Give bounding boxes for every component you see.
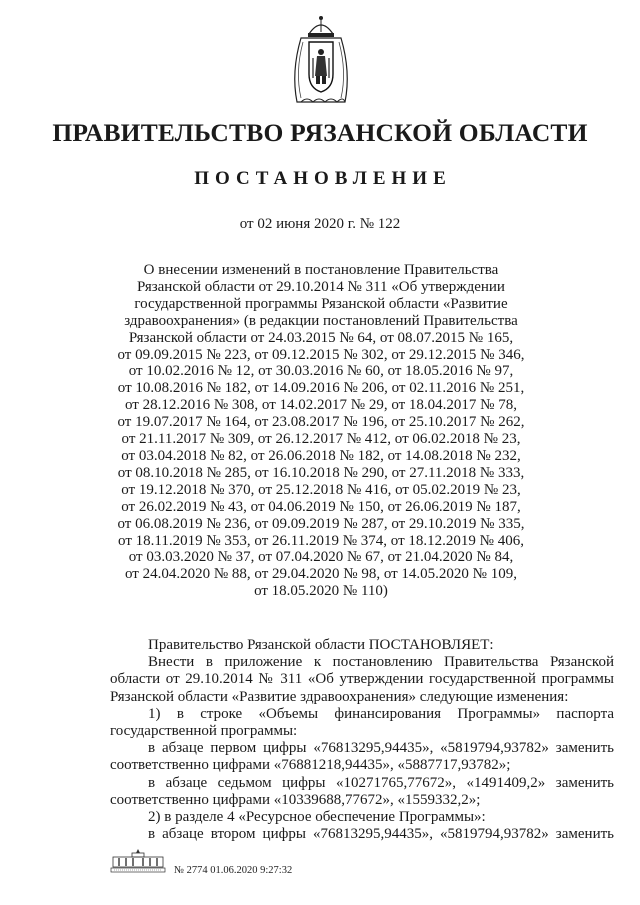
building-stamp-icon bbox=[110, 848, 166, 874]
body-line: Правительство Рязанской области ПОСТАНОВЛЯЕТ: bbox=[148, 637, 494, 653]
subject-line: Рязанской области от 24.03.2015 № 64, от 08.07.2015 № 165, bbox=[128, 329, 514, 346]
body-line: соответственно цифрами «10339688,77672», «1559332,2»; bbox=[110, 791, 481, 808]
body-line: в абзаце втором цифры «76813295,94435», «5819794,93782» заменить bbox=[148, 826, 614, 843]
subject-line: от 10.08.2016 № 182, от 14.09.2016 № 206, от 02.11.2016 № 251, bbox=[117, 380, 525, 397]
document-type: ПОСТАНОВЛЕНИЕ bbox=[194, 168, 452, 189]
subject-line: от 10.02.2016 № 12, от 30.03.2016 № 60, от 18.05.2016 № 97, bbox=[128, 363, 514, 380]
subject-line: от 19.12.2018 № 370, от 25.12.2018 № 416, от 05.02.2019 № 23, bbox=[121, 481, 521, 498]
subject-line: Рязанской области от 29.10.2014 № 311 «Об утверждении bbox=[137, 278, 505, 295]
document-body bbox=[110, 637, 614, 843]
document-subject bbox=[90, 262, 552, 600]
subject-line: от 03.04.2018 № 82, от 26.06.2018 № 182, от 14.08.2018 № 232, bbox=[121, 447, 521, 464]
subject-line: от 19.07.2017 № 164, от 23.08.2017 № 196, от 25.10.2017 № 262, bbox=[117, 414, 525, 431]
subject-line: от 03.03.2020 № 37, от 07.04.2020 № 67, от 21.04.2020 № 84, bbox=[128, 549, 514, 566]
subject-line: здравоохранения» (в редакции постановлений Правительства bbox=[124, 312, 518, 329]
body-line: в абзаце первом цифры «76813295,94435», «5819794,93782» заменить bbox=[148, 740, 614, 757]
subject-line: от 21.11.2017 № 309, от 26.12.2017 № 412, от 06.02.2018 № 23, bbox=[121, 431, 521, 448]
document-date-number: от 02 июня 2020 г. № 122 bbox=[239, 216, 401, 232]
subject-line: от 28.12.2016 № 308, от 14.02.2017 № 29, от 18.04.2017 № 78, bbox=[124, 397, 517, 414]
coat-of-arms-emblem bbox=[287, 12, 355, 108]
organization-title: ПРАВИТЕЛЬСТВО РЯЗАНСКОЙ ОБЛАСТИ bbox=[52, 118, 588, 147]
body-line: государственной программы: bbox=[110, 723, 298, 740]
body-line: 1) в строке «Объемы финансирования Программы» паспорта bbox=[148, 705, 614, 722]
body-line: соответственно цифрами «76881218,94435», «5887717,93782»; bbox=[110, 757, 511, 774]
subject-line: от 26.02.2019 № 43, от 04.06.2019 № 150, от 26.06.2019 № 187, bbox=[121, 498, 521, 515]
subject-line: от 08.10.2018 № 285, от 16.10.2018 № 290, от 27.11.2018 № 333, bbox=[117, 464, 525, 481]
body-line: Внести в приложение к постановлению Правительства Рязанской bbox=[148, 654, 614, 671]
body-line: области от 29.10.2014 № 311 «Об утверждении государственной программы bbox=[110, 671, 614, 688]
body-line: 2) в разделе 4 «Ресурсное обеспечение Программы»: bbox=[148, 809, 486, 826]
subject-line: О внесении изменений в постановление Правительства bbox=[143, 262, 499, 278]
registration-number: № 2774 01.06.2020 9:27:32 bbox=[174, 865, 293, 876]
subject-line: от 18.05.2020 № 110) bbox=[254, 583, 388, 600]
subject-line: от 18.11.2019 № 353, от 26.11.2019 № 374, от 18.12.2019 № 406, bbox=[118, 532, 524, 549]
subject-line: от 09.09.2015 № 223, от 09.12.2015 № 302, от 29.12.2015 № 346, bbox=[117, 346, 525, 363]
subject-line: от 24.04.2020 № 88, от 29.04.2020 № 98, от 14.05.2020 № 109, bbox=[124, 566, 517, 583]
body-line: Рязанской области «Развитие здравоохранения» следующие изменения: bbox=[110, 688, 569, 705]
subject-line: от 06.08.2019 № 236, от 09.09.2019 № 287, от 29.10.2019 № 335, bbox=[117, 515, 525, 532]
body-line: в абзаце седьмом цифры «10271765,77672», «1491409,2» заменить bbox=[148, 774, 614, 791]
subject-line: государственной программы Рязанской области «Развитие bbox=[134, 295, 508, 312]
